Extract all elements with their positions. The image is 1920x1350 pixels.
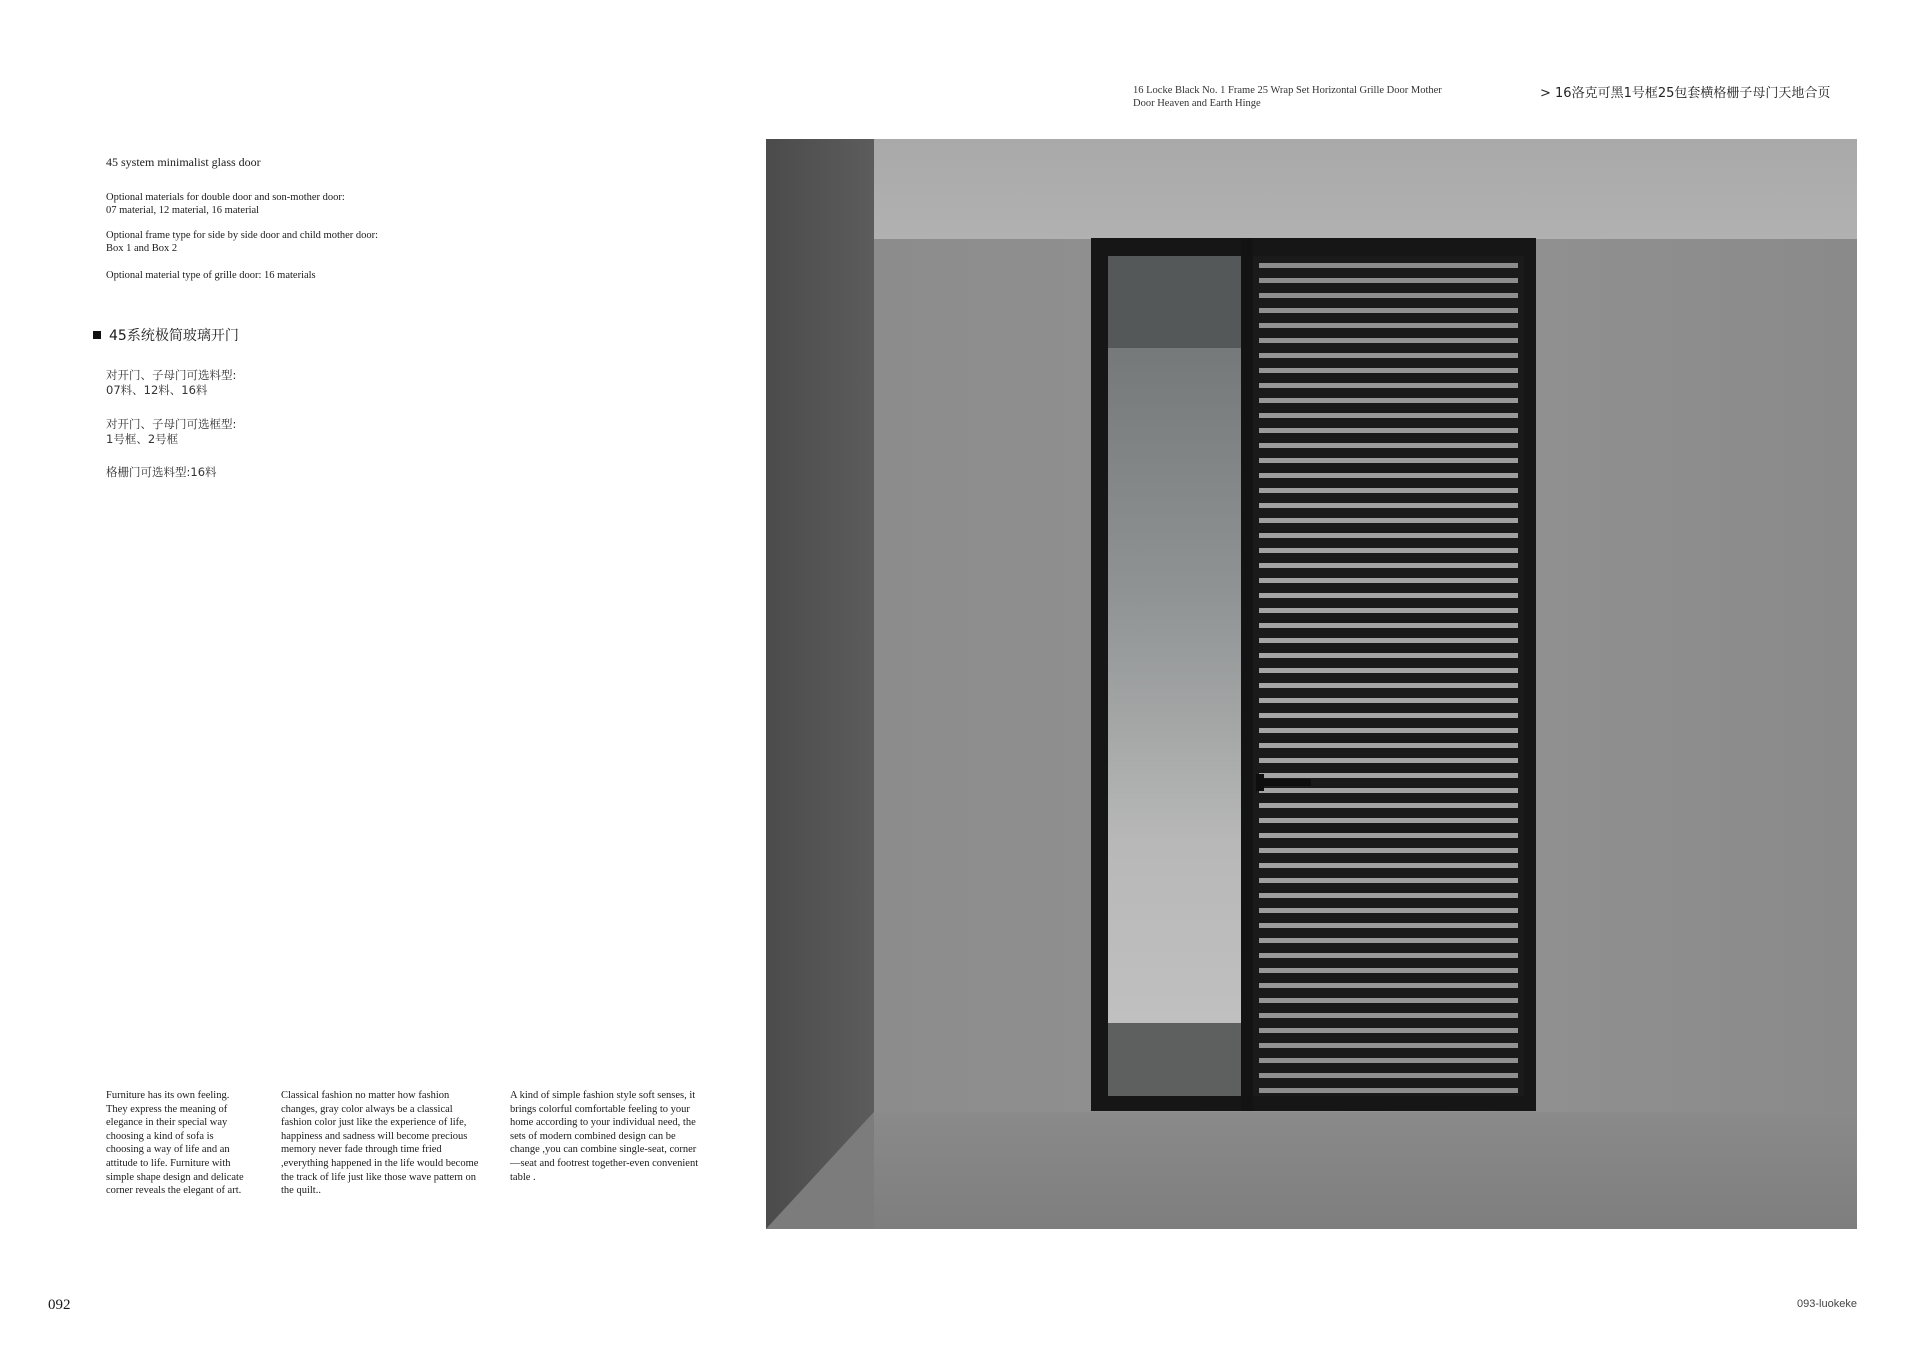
spec-en-line: Optional material type of grille door: 16 materials: [106, 270, 316, 281]
grille-slat-gap: [1259, 668, 1518, 673]
grille-slat-gap: [1259, 353, 1518, 358]
door-photo: [766, 139, 1857, 1229]
grille-slat-gap: [1259, 833, 1518, 838]
grille-slat-gap: [1259, 593, 1518, 598]
spec-cn-frames: [106, 417, 236, 447]
product-title-en: 45 system minimalist glass door: [106, 155, 261, 169]
grille-slat-gap: [1259, 653, 1518, 658]
grille-slat-gap: [1259, 368, 1518, 373]
text-column-2: Classical fashion no matter how fashion changes, gray color always be a classical fashion color just like the experience of life, happiness and sadness will become precious memory never fade through time fried ,everything happened in the life would become the track of life just like those wave pattern on the quilt..: [281, 1090, 479, 1197]
page-label-right: 093-luokeke: [1797, 1298, 1857, 1310]
spec-en-materials: [106, 191, 426, 217]
spec-cn-line: 对开门、子母门可选料型:: [106, 368, 237, 382]
grille-slat-gap: [1259, 263, 1518, 268]
grille-slat-gap: [1259, 578, 1518, 583]
grille-slat-gap: [1259, 953, 1518, 958]
spec-en-line: Optional materials for double door and son-mother door:: [106, 192, 345, 203]
grille-slat-gap: [1259, 848, 1518, 853]
caption-en: 16 Locke Black No. 1 Frame 25 Wrap Set Horizontal Grille Door Mother Door Heaven and Earth Hinge: [1133, 85, 1442, 109]
grille-slat-gap: [1259, 998, 1518, 1003]
grille-slat-gap: [1259, 938, 1518, 943]
grille-slat-gap: [1259, 893, 1518, 898]
door-handle[interactable]: [1261, 779, 1311, 786]
product-title-cn: [93, 325, 239, 345]
product-title-cn-text: 45系统极简玻璃开门: [109, 328, 239, 344]
grille-slat-gap: [1259, 923, 1518, 928]
floor: [766, 1112, 1857, 1229]
grille-slat-gap: [1259, 383, 1518, 388]
grille-slat-gap: [1259, 683, 1518, 688]
square-bullet-icon: [93, 331, 101, 339]
grille-slat-gap: [1259, 1043, 1518, 1048]
spec-cn-line: 1号框、2号框: [106, 432, 179, 446]
grille-slat-gap: [1259, 458, 1518, 463]
glass-reflection-top: [1108, 256, 1241, 348]
grille-door-panel: [1253, 256, 1524, 1096]
grille-slat-gap: [1259, 293, 1518, 298]
grille-slat-gap: [1259, 398, 1518, 403]
spec-en-grille: [106, 269, 426, 282]
grille-slat-gap: [1259, 413, 1518, 418]
grille-slat-gap: [1259, 563, 1518, 568]
grille-slat-gap: [1259, 443, 1518, 448]
grille-slat-gap: [1259, 533, 1518, 538]
grille-slat-gap: [1259, 968, 1518, 973]
grille-slat-gap: [1259, 773, 1518, 778]
spec-cn-grille: [106, 465, 217, 480]
spec-cn-line: 对开门、子母门可选框型:: [106, 417, 237, 431]
grille-slat-gap: [1259, 1028, 1518, 1033]
grille-slat-gap: [1259, 1088, 1518, 1093]
grille-slat-gap: [1259, 638, 1518, 643]
spec-cn-line: 格栅门可选料型:16料: [106, 465, 217, 479]
grille-slat-gap: [1259, 1058, 1518, 1063]
grille-slat-gap: [1259, 878, 1518, 883]
grille-slat-gap: [1259, 713, 1518, 718]
spec-en-line: 07 material, 12 material, 16 material: [106, 205, 260, 216]
grille-slat-gap: [1259, 908, 1518, 913]
grille-slat-gap: [1259, 548, 1518, 553]
door-mullion: [1241, 238, 1253, 1111]
grille-slat-gap: [1259, 608, 1518, 613]
left-wall: [766, 139, 874, 1229]
grille-slat-gap: [1259, 803, 1518, 808]
grille-slat-gap: [1259, 518, 1518, 523]
grille-slat-gap: [1259, 698, 1518, 703]
spec-en-line: Box 1 and Box 2: [106, 243, 178, 254]
grille-slat-gap: [1259, 1073, 1518, 1078]
grille-slat-gap: [1259, 1013, 1518, 1018]
glass-side-panel: [1108, 256, 1241, 1096]
grille-slat-gap: [1259, 818, 1518, 823]
grille-slat-gap: [1259, 503, 1518, 508]
spec-cn-materials: [106, 368, 236, 398]
text-column-3: A kind of simple fashion style soft senses, it brings colorful comfortable feeling to your home according to your individual need, the sets of modern combined design can be change ,you can combine single-seat, corner—seat and footrest together-even convenient table .: [510, 1090, 699, 1183]
grille-slat-gap: [1259, 623, 1518, 628]
grille-slat-gap: [1259, 728, 1518, 733]
grille-slat-gap: [1259, 308, 1518, 313]
grille-slat-gap: [1259, 338, 1518, 343]
caption-cn: > 16洛克可黑1号框25包套横格栅子母门天地合页: [1540, 86, 1831, 101]
page-number-left: 092: [48, 1297, 71, 1313]
glass-reflection-bottom: [1108, 1023, 1241, 1096]
grille-slat-gap: [1259, 983, 1518, 988]
grille-slat-gap: [1259, 758, 1518, 763]
grille-slat-gap: [1259, 488, 1518, 493]
grille-slat-gap: [1259, 323, 1518, 328]
spec-en-frames: [106, 229, 426, 255]
ceiling: [766, 139, 1857, 239]
text-column-1: Furniture has its own feeling. They express the meaning of elegance in their special way choosing a kind of sofa is choosing a way of life and an attitude to life. Furniture with simple shape design and delicate corner reveals the elegant of art.: [106, 1090, 244, 1197]
grille-slat-gap: [1259, 428, 1518, 433]
grille-slat-gap: [1259, 278, 1518, 283]
grille-slat-gap: [1259, 788, 1518, 793]
grille-slat-gap: [1259, 863, 1518, 868]
spec-cn-line: 07料、12料、16料: [106, 383, 208, 397]
spec-en-line: Optional frame type for side by side door and child mother door:: [106, 230, 379, 241]
grille-slat-gap: [1259, 743, 1518, 748]
grille-slat-gap: [1259, 473, 1518, 478]
